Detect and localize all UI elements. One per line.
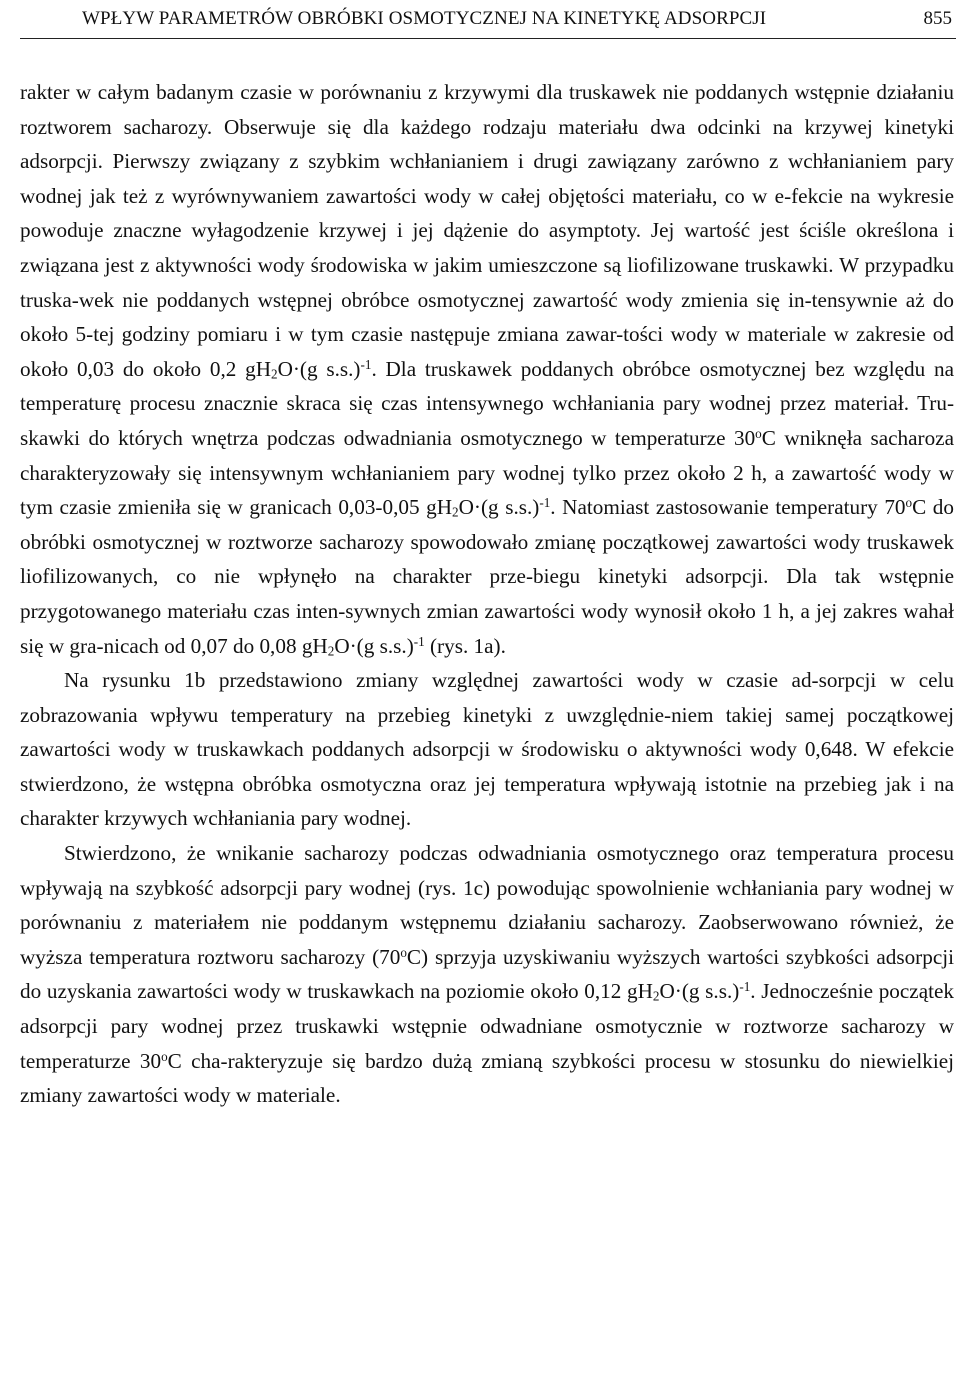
paragraph-1-text-9: (rys. 1a).	[424, 633, 506, 658]
superscript: -1	[739, 979, 751, 995]
paragraph-3-text-1: Stwierdzono, że wnikanie sacharozy podczas odwadniania osmotycznego oraz temperatura procesu wpływają na szybkość adsorpcji pary wodnej (rys. 1c) powodując spowolnienie wchłaniania pary wodnej w porównaniu z materiałem nie poddanym wstępnemu działaniu sacharozy. Zaobserwowano również, że wyższa temperatura roztworu sacharozy (70	[20, 841, 954, 969]
degree-superscript: o	[161, 1048, 168, 1064]
superscript: -1	[539, 494, 551, 510]
body-text	[20, 75, 954, 1113]
paragraph-1-text-8: O·(g s.s.)	[334, 633, 414, 658]
subscript: 2	[452, 504, 459, 520]
paragraph-1-text-2: O·(g s.s.)	[277, 356, 361, 381]
degree-superscript: o	[905, 494, 913, 510]
paragraph-2: Na rysunku 1b przedstawiono zmiany względnej zawartości wody w czasie ad-sorpcji w celu zobrazowania wpływu temperatury na przebieg kinetyki z uwzględnie-niem takiej samej początkowej zawartości wody w truskawkach poddanych adsorpcji w środowisku o aktywności wody 0,648. W efekcie stwierdzono, że wstępna obróbka osmotyczna oraz jej temperatura wpływają istotnie na przebieg jak i na charakter krzywych wchłaniania pary wodnej.	[20, 668, 954, 831]
degree-superscript: o	[755, 425, 762, 441]
superscript: -1	[360, 356, 372, 372]
subscript: 2	[652, 989, 660, 1005]
paragraph-1-text-6: . Natomiast zastosowanie temperatury 70	[550, 495, 906, 520]
paragraph-1-text-3: . Dla truskawek poddanych obróbce osmotycznej bez względu na temperaturę procesu znacznie skraca się czas intensywnego wchłaniania pary wodnej przez materiał. Tru-skawki do których wnętrza podczas odwadniania osmotycznego w temperaturze 30	[20, 356, 955, 450]
subscript: 2	[327, 643, 335, 659]
paragraph-1	[20, 75, 954, 663]
paragraph-3-text-4: . Jednocześnie początek adsorpcji pary wodnej przez truskawki wstępnie odwadniane osmotycznie w roztworze sacharozy w temperaturze 30	[20, 979, 954, 1073]
paragraph-1-text-1: rakter w całym badanym czasie w porównaniu z krzywymi dla truskawek nie poddanych wstępnie działaniu roztworem sacharozy. Obserwuje się dla każdego rodzaju materiału dwa odcinki na krzywej kinetyki adsorpcji. Pierwszy związany z szybkim wchłanianiem i drugi zawiązany zarówno z wchłanianiem pary wodnej jak też z wyrównywaniem zawartości wody w całej objętości materiału, co w e-fekcie na wykresie powoduje znaczne wyłagodzenie krzywej i jej dążenie do asymptoty. Jej wartość jest ściśle określona i związana jest z aktywności wody środowiska w jakim umieszczone są liofilizowane truskawki. W przypadku truska-wek nie poddanych wstępnej obróbce osmotycznej zawartość wody zmienia się in-tensywnie aż do około 5-tej godziny pomiaru i w tym czasie następuje zmiana zawar-tości wody w materiale w zakresie od około 0,03 do około 0,2 gH	[20, 80, 954, 381]
page-number: 855	[923, 8, 952, 29]
subscript: 2	[271, 366, 278, 382]
paragraph-3-text-3: O·(g s.s.)	[659, 979, 740, 1004]
degree-superscript: o	[400, 944, 407, 960]
paragraph-1-text-7: C do obróbki osmotycznej w roztworze sacharozy spowodowało zmianę początkowej zawartości wody truskawek liofilizowanych, co nie wpłynęło na charakter prze-biegu kinetyki adsorpcji. Dla tak wstępnie przygotowanego materiału czas inten-sywnych zmian zawartości wody wynosił około 1 h, a jej zakres wahał się w gra-nicach od 0,07 do 0,08 gH	[20, 495, 954, 658]
paragraph-1-text-4: C wniknęła sacharoza charakteryzowały się intensywnym wchłanianiem pary wodnej tylko przez około 2 h, a zawartość wody w tym czasie zmieniła się w granicach 0,03-0,05 gH	[20, 425, 954, 520]
superscript: -1	[413, 633, 425, 649]
running-title: WPŁYW PARAMETRÓW OBRÓBKI OSMOTYCZNEJ NA KINETYKĘ ADSORPCJI	[82, 8, 767, 29]
running-header	[20, 4, 956, 34]
paragraph-1-text-5: O·(g s.s.)	[458, 495, 540, 520]
paragraph-3-text-5: C cha-rakteryzuje się bardzo dużą zmianą szybkości procesu w stosunku do niewielkiej zmiany zawartości wody w materiale.	[20, 1048, 955, 1108]
header-rule	[20, 38, 956, 39]
paragraph-3-text-2: C) sprzyja uzyskiwaniu wyższych wartości szybkości adsorpcji do uzyskania zawartości wody w truskawkach na poziomie około 0,12 gH	[20, 944, 954, 1004]
paragraph-3	[20, 836, 954, 1113]
